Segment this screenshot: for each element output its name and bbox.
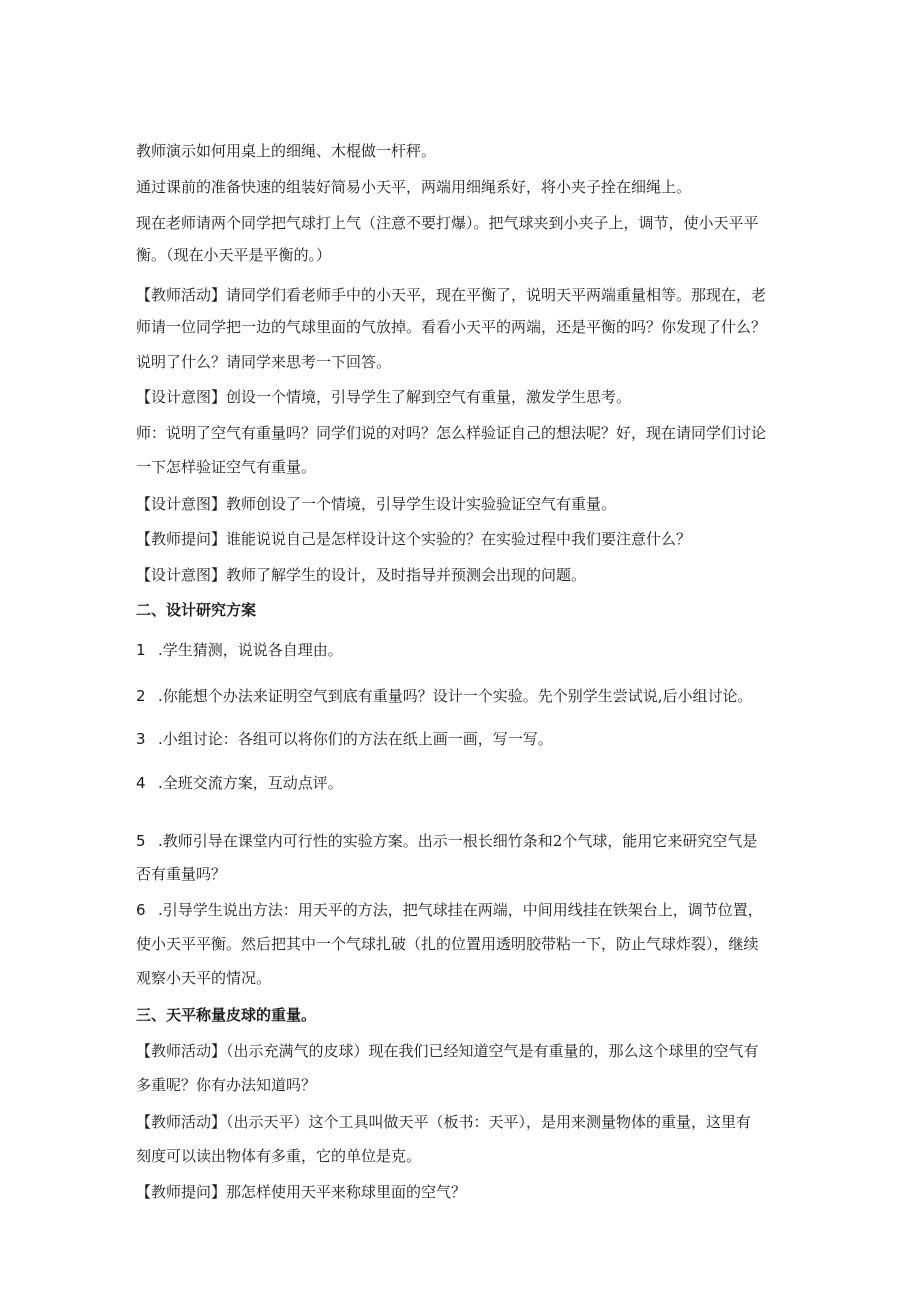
paragraph-line: 【设计意图】教师创设了一个情境，引导学生设计实验验证空气有重量。	[136, 495, 617, 513]
step-item-6	[136, 900, 763, 920]
paragraph-line: 现在老师请两个同学把气球打上气（注意不要打爆）。把气球夹到小夹子上，调节，使小天平平	[136, 214, 759, 232]
step-number: 4	[136, 774, 146, 792]
step-item-5	[136, 831, 757, 851]
step-number: 3	[136, 730, 146, 748]
step-item-2	[136, 686, 753, 706]
step-number: 5	[136, 832, 146, 850]
step-item-6-cont: 使小天平平衡。然后把其中一个气球扎破（扎的位置用透明胶带粘一下，防止气球炸裂），继续	[136, 935, 759, 953]
step-number: 6	[136, 901, 146, 919]
paragraph-line: 说明了什么？请同学来思考一下回答。	[136, 353, 392, 371]
paragraph-line: 【设计意图】教师了解学生的设计，及时指导并预测会出现的问题。	[136, 566, 587, 584]
step-item-5-cont: 否有重量吗？	[136, 865, 227, 883]
step-text: .全班交流方案，互动点评。	[158, 774, 343, 792]
step-item-3	[136, 729, 553, 749]
section-heading-2: 二、设计研究方案	[136, 601, 257, 619]
step-number: 2	[136, 687, 146, 705]
step-item-6-cont: 观察小天平的情况。	[136, 969, 272, 987]
paragraph-line: 通过课前的准备快速的组装好简易小天平，两端用细绳系好，将小夹子拴在细绳上。	[136, 178, 692, 196]
step-item-1	[136, 640, 343, 660]
paragraph-line: 教师演示如何用桌上的细绳、木棍做一杆秤。	[136, 142, 437, 160]
paragraph-line: 衡。（现在小天平是平衡的。）	[136, 246, 332, 264]
paragraph-line: 师请一位同学把一边的气球里面的气放掉。看看小天平的两端，还是平衡的吗？你发现了什么？	[136, 318, 767, 336]
paragraph-line: 【设计意图】创设一个情境，引导学生了解到空气有重量，激发学生思考。	[136, 388, 632, 406]
paragraph-line: 【教师活动】（出示充满气的皮球）现在我们已经知道空气是有重量的，那么这个球里的空气有	[136, 1042, 759, 1060]
paragraph-line: 【教师活动】（出示天平）这个工具叫做天平（板书：天平），是用来测量物体的重量，这里有	[136, 1113, 752, 1131]
step-text: .小组讨论：各组可以将你们的方法在纸上画一画，写一写。	[158, 730, 553, 748]
paragraph-line: 师：说明了空气有重量吗？同学们说的对吗？怎么样验证自己的想法呢？好，现在请同学们讨论	[136, 424, 767, 442]
step-number: 1	[136, 641, 146, 659]
step-text: .教师引导在课堂内可行性的实验方案。出示一根长细竹条和2个气球，能用它来研究空气是	[158, 832, 758, 850]
paragraph-line: 一下怎样验证空气有重量。	[136, 458, 317, 476]
section-heading-3: 三、天平称量皮球的重量。	[136, 1006, 317, 1024]
paragraph-line: 【教师提问】那怎样使用天平来称球里面的空气？	[136, 1183, 467, 1201]
step-text: .你能想个办法来证明空气到底有重量吗？设计一个实验。先个别学生尝试说,后小组讨论。	[158, 687, 753, 705]
paragraph-line: 刻度可以读出物体有多重，它的单位是克。	[136, 1147, 422, 1165]
step-text: .学生猜测，说说各自理由。	[158, 641, 343, 659]
step-text: .引导学生说出方法：用天平的方法，把气球挂在两端，中间用线挂在铁架台上，调节位置，	[158, 901, 763, 919]
step-item-4	[136, 773, 343, 793]
paragraph-line: 【教师活动】请同学们看老师手中的小天平，现在平衡了，说明天平两端重量相等。那现在，老	[136, 286, 767, 304]
paragraph-line: 多重呢？你有办法知道吗？	[136, 1076, 317, 1094]
paragraph-line: 【教师提问】谁能说说自己是怎样设计这个实验的？在实验过程中我们要注意什么？	[136, 530, 692, 548]
